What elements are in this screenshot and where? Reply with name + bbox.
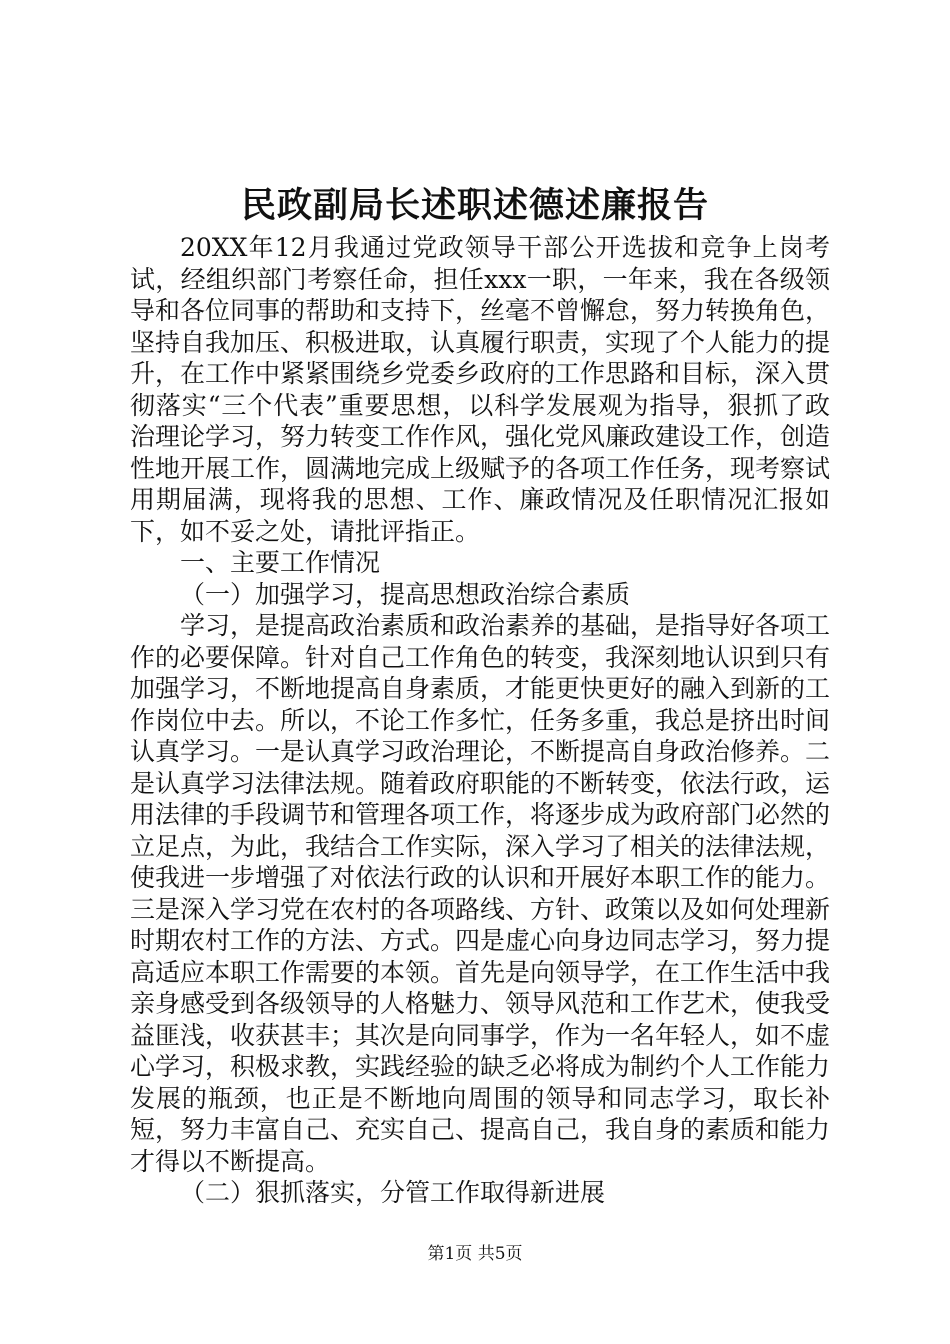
document-title: 民政副局长述职述德述廉报告	[240, 185, 709, 226]
section-heading-main-work: 一、主要工作情况	[180, 548, 381, 577]
intro-paragraph: 20XX年12月我通过党政领导干部公开选拔和竞争上岗考试，经组织部门考察任命，担任xxx一职，一年来，我在各级领导和各位同事的帮助和支持下，丝毫不曾懈怠，努力转换角色，坚持自我加压、积极进取，认真履行职责，实现了个人能力的提升，在工作中紧紧围绕乡党委乡政府的工作思路和目标，深入贯彻落实“三个代表”重要思想，以科学发展观为指导，狠抓了政治理论学习，努力转变工作作风，强化党风廉政建设工作，创造性地开展工作，圆满地完成上级赋予的各项工作任务，现考察试用期届满，现将我的思想、工作、廉政情况及任职情况汇报如下，如不妥之处，请批评指正。	[130, 233, 831, 546]
subsection-heading-implementation: （二）狠抓落实，分管工作取得新进展	[180, 1178, 606, 1207]
document-body	[130, 232, 830, 1209]
subsection-heading-study: （一）加强学习，提高思想政治综合素质	[180, 579, 631, 609]
study-paragraph: 学习，是提高政治素质和政治素养的基础，是指导好各项工作的必要保障。针对自己工作角色的转变，我深刻地认识到只有加强学习，不断地提高自身素质，才能更快更好的融入到新的工作岗位中去。所以，不论工作多忙，任务多重，我总是挤出时间认真学习。一是认真学习政治理论，不断提高自身政治修养。二是认真学习法律法规。随着政府职能的不断转变，依法行政，运用法律的手段调节和管理各项工作，将逐步成为政府部门必然的立足点，为此，我结合工作实际，深入学习了相关的法律法规，使我进一步增强了对依法行政的认识和开展好本职工作的能力。三是深入学习党在农村的各项路线、方针、政策以及如何处理新时期农村工作的方法、方式。四是虚心向身边同志学习，努力提高适应本职工作需要的本领。首先是向领导学，在工作生活中我亲身感受到各级领导的人格魅力、领导风范和工作艺术，使我受益匪浅，收获甚丰；其次是向同事学，作为一名年轻人，如不虚心学习，积极求教，实践经验的缺乏必将成为制约个人工作能力发展的瓶颈，也正是不断地向周围的领导和同志学习，取长补短，努力丰富自己、充实自己、提高自己，我自身的素质和能力才得以不断提高。	[130, 611, 831, 1176]
page-indicator: 第1页 共5页	[427, 1244, 523, 1264]
